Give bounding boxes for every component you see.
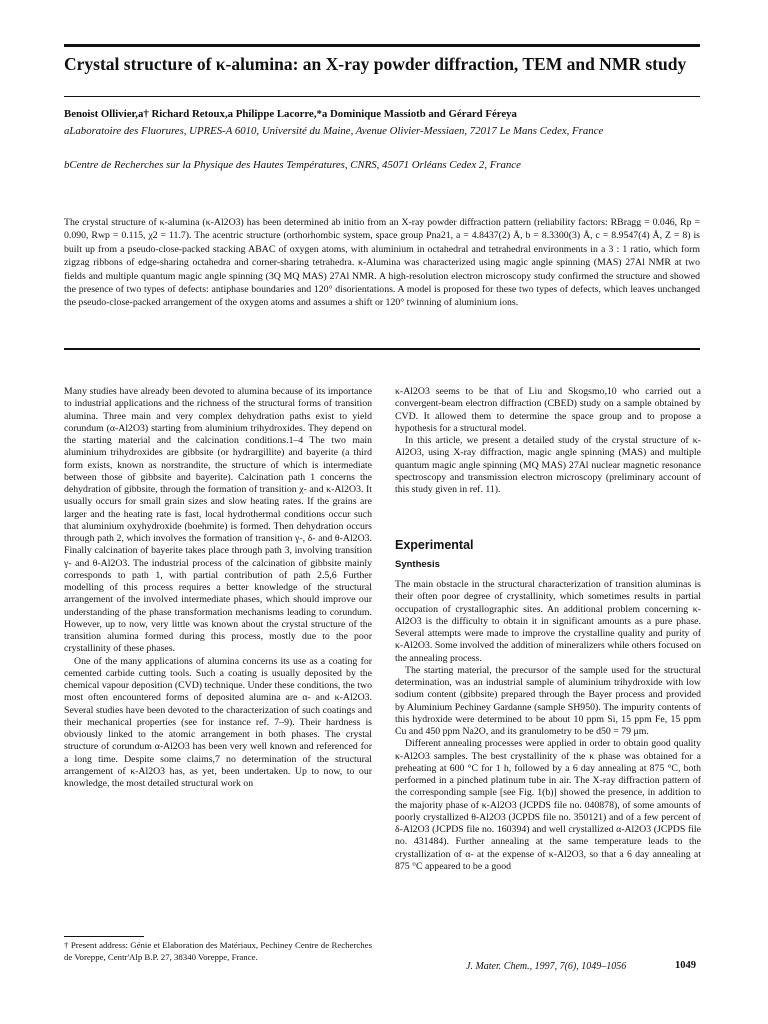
intro-paragraph-1: Many studies have already been devoted to alumina because of its importance to industrial applications and the richness of the structural forms of transition alumina. Three main and very complex dehydration paths exist to yield corundum (α-Al2O3) starting from aluminium trihydroxides. They depend on the starting material and the calcination conditions.1–4 The two main aluminium trihydroxides are gibbsite (or hydrargillite) and bayerite (a third form exists, known as norstrandite, the structure of which is intermediate between those of gibbsite and bayerite). Calcination path 1 concerns the dehydration of gibbsite, through the formation of transition χ- and κ-Al2O3. It usually occurs for small grain sizes and slow heating rates. If the grains are larger and the heating rate is fast, local hydrothermal conditions occur such that aluminium oxyhydroxide (boehmite) is formed. Then dehydration occurs through path 2, which involves the formation of transition γ-, δ- and θ-Al2O3. Finally calcination of bayerite takes place through path 3, involving transition γ- and θ-Al2O3. The industrial process of the calcination of gibbsite mainly corresponds to path 1, with partial contribution of path 2.5,6 Further modelling of this process requires a better knowledge of the structural arrangement of the involved intermediate phases, which should improve our understanding of the phase transformation mechanisms leading to corundum. However, up to now, very little was known about the crystal structure of the transition alumina formed during this process, mostly due to the poor crystallinity of these phases. <box>64 386 372 655</box>
article-title: Crystal structure of κ-alumina: an X-ray powder diffraction, TEM and NMR study <box>64 54 687 74</box>
page-number: 1049 <box>675 960 696 971</box>
affiliation-b: bCentre de Recherches sur la Physique des Hautes Températures, CNRS, 45071 Orléans Cedex 2, France <box>64 159 521 171</box>
title-rule <box>64 96 700 97</box>
abstract-rule <box>64 348 700 350</box>
left-column <box>64 386 372 790</box>
top-rule <box>64 44 700 47</box>
footnote-rule <box>64 936 144 937</box>
intro-paragraph-2: One of the many applications of alumina concerns its use as a coating for cemented carbide cutting tools. Such a coating is usually deposited by the chemical vapour deposition (CVD) technique. Under these conditions, the two most often encountered forms of deposited alumina are α- and κ-Al2O3. Several studies have been devoted to the characterization of such coatings and their mechanical properties (see for instance ref. 7–9). Their hardness is obviously linked to the atomic arrangement in both phases. The crystal structure of corundum α-Al2O3 has been very well known and referenced for a long time. Despite some claims,7 no determination of the structural arrangement of κ-Al2O3 has, as yet, been undertaken. Up to now, to our knowledge, the most detailed structural work on <box>64 655 372 789</box>
footnote: † Present address: Génie et Elaboration des Matériaux, Pechiney Centre de Recherches de Voreppe, Centr'Alp B.P. 27, 38340 Voreppe, France. <box>64 940 372 962</box>
affiliation-a: aLaboratoire des Fluorures, UPRES-A 6010, Université du Maine, Avenue Olivier-Messiaen, 72017 Le Mans Cedex, France <box>64 125 604 137</box>
synthesis-paragraph-1: The main obstacle in the structural characterization of transition aluminas is their often poor degree of crystallinity, which sometimes results in partial occupation of crystallographic sites. An additional problem concerning κ-Al2O3 is the difficulty to obtain it in significant amounts as a pure phase. Several attempts were made to improve the crystalline quality and purity of κ-Al2O3. Some involved the addition of mineralizers while others focused on the annealing process. <box>395 579 701 664</box>
abstract: The crystal structure of κ-alumina (κ-Al2O3) has been determined ab initio from an X-ray powder diffraction pattern (reliability factors: RBragg = 0.046, Rp = 0.090, Rwp = 0.115, χ2 = 11.7). The acentric structure (orthorhombic system, space group Pna21, a = 4.8437(2) Å, b = 8.3300(3) Å, c = 8.9547(4) Å, Z = 8) is built up from a pseudo-close-packed stacking ABAC of oxygen atoms, with aluminium in octahedral and tetrahedral environments in a 3 : 1 ratio, which form zigzag ribbons of edge-sharing octahedra and corner-sharing tetrahedra. κ-Alumina was characterized using magic angle spinning (MAS) 27Al NMR at two fields and multiple quantum magic angle spinning (3Q MQ MAS) 27Al NMR. A high-resolution electron microscopy study confirmed the structure and showed the presence of two types of defects: antiphase boundaries and 120° disorientations. A model is proposed for these two types of defects, which leaves unchanged the pseudo-close-packed arrangement of the oxygen atoms and assumes a shift or 120° twinning of aluminium ions. <box>64 217 700 309</box>
right-column-bottom <box>395 579 701 873</box>
intro-paragraph-4: In this article, we present a detailed study of the crystal structure of κ-Al2O3, using X-ray diffraction, magic angle spinning (MAS) and multiple quantum magic angle spinning (MQ MAS) 27Al nuclear magnetic resonance spectroscopy and transmission electron microscopy (preliminary account of this study given in ref. 11). <box>395 435 701 495</box>
journal-citation: J. Mater. Chem., 1997, 7(6), 1049–1056 <box>466 961 627 972</box>
intro-paragraph-3: κ-Al2O3 seems to be that of Liu and Skogsmo,10 who carried out a convergent-beam electron diffraction (CBED) study on a sample obtained by CVD. It allowed them to determine the space group and to propose a hypothesis for a structural model. <box>395 386 701 434</box>
subsection-heading-synthesis: Synthesis <box>395 559 440 570</box>
synthesis-paragraph-3: Different annealing processes were applied in order to obtain good quality κ-Al2O3 samples. The best crystallinity of the κ phase was obtained for a preheating at 600 °C for 1 h, followed by a 6 day annealing at 875 °C, both performed in a pinched platinum tube in air. The X-ray diffraction pattern of the corresponding sample [see Fig. 1(b)] showed the presence, in addition to the majority phase of κ-Al2O3 (JCPDS file no. 040878), of some amounts of poorly crystallized θ-Al2O3 (JCPDS file no. 350121) and of a few percent of δ-Al2O3 (JCPDS file no. 160394) and well crystallized α-Al2O3 (JCPDS file no. 431484). Further annealing at the same temperature leads to the crystallization of α- at the expense of κ-Al2O3, so that a 6 day annealing at 875 °C appeared to be a good <box>395 738 701 872</box>
section-heading-experimental: Experimental <box>395 538 474 552</box>
author-list: Benoist Ollivier,a† Richard Retoux,a Philippe Lacorre,*a Dominique Massiotb and Gérard Féreya <box>64 108 517 120</box>
right-column-top <box>395 386 701 496</box>
synthesis-paragraph-2: The starting material, the precursor of the sample used for the structural determination, was an industrial sample of aluminium trihydroxide with low sodium content (gibbsite) prepared through the Bayer process and provided by Aluminium Pechiney Gardanne (sample SH950). The impurity contents of this hydroxide were determined to be about 10 ppm Si, 15 ppm Fe, 15 ppm Cu and 450 ppm Na2O, and its granulometry to be d50 = 79 μm. <box>395 664 701 737</box>
